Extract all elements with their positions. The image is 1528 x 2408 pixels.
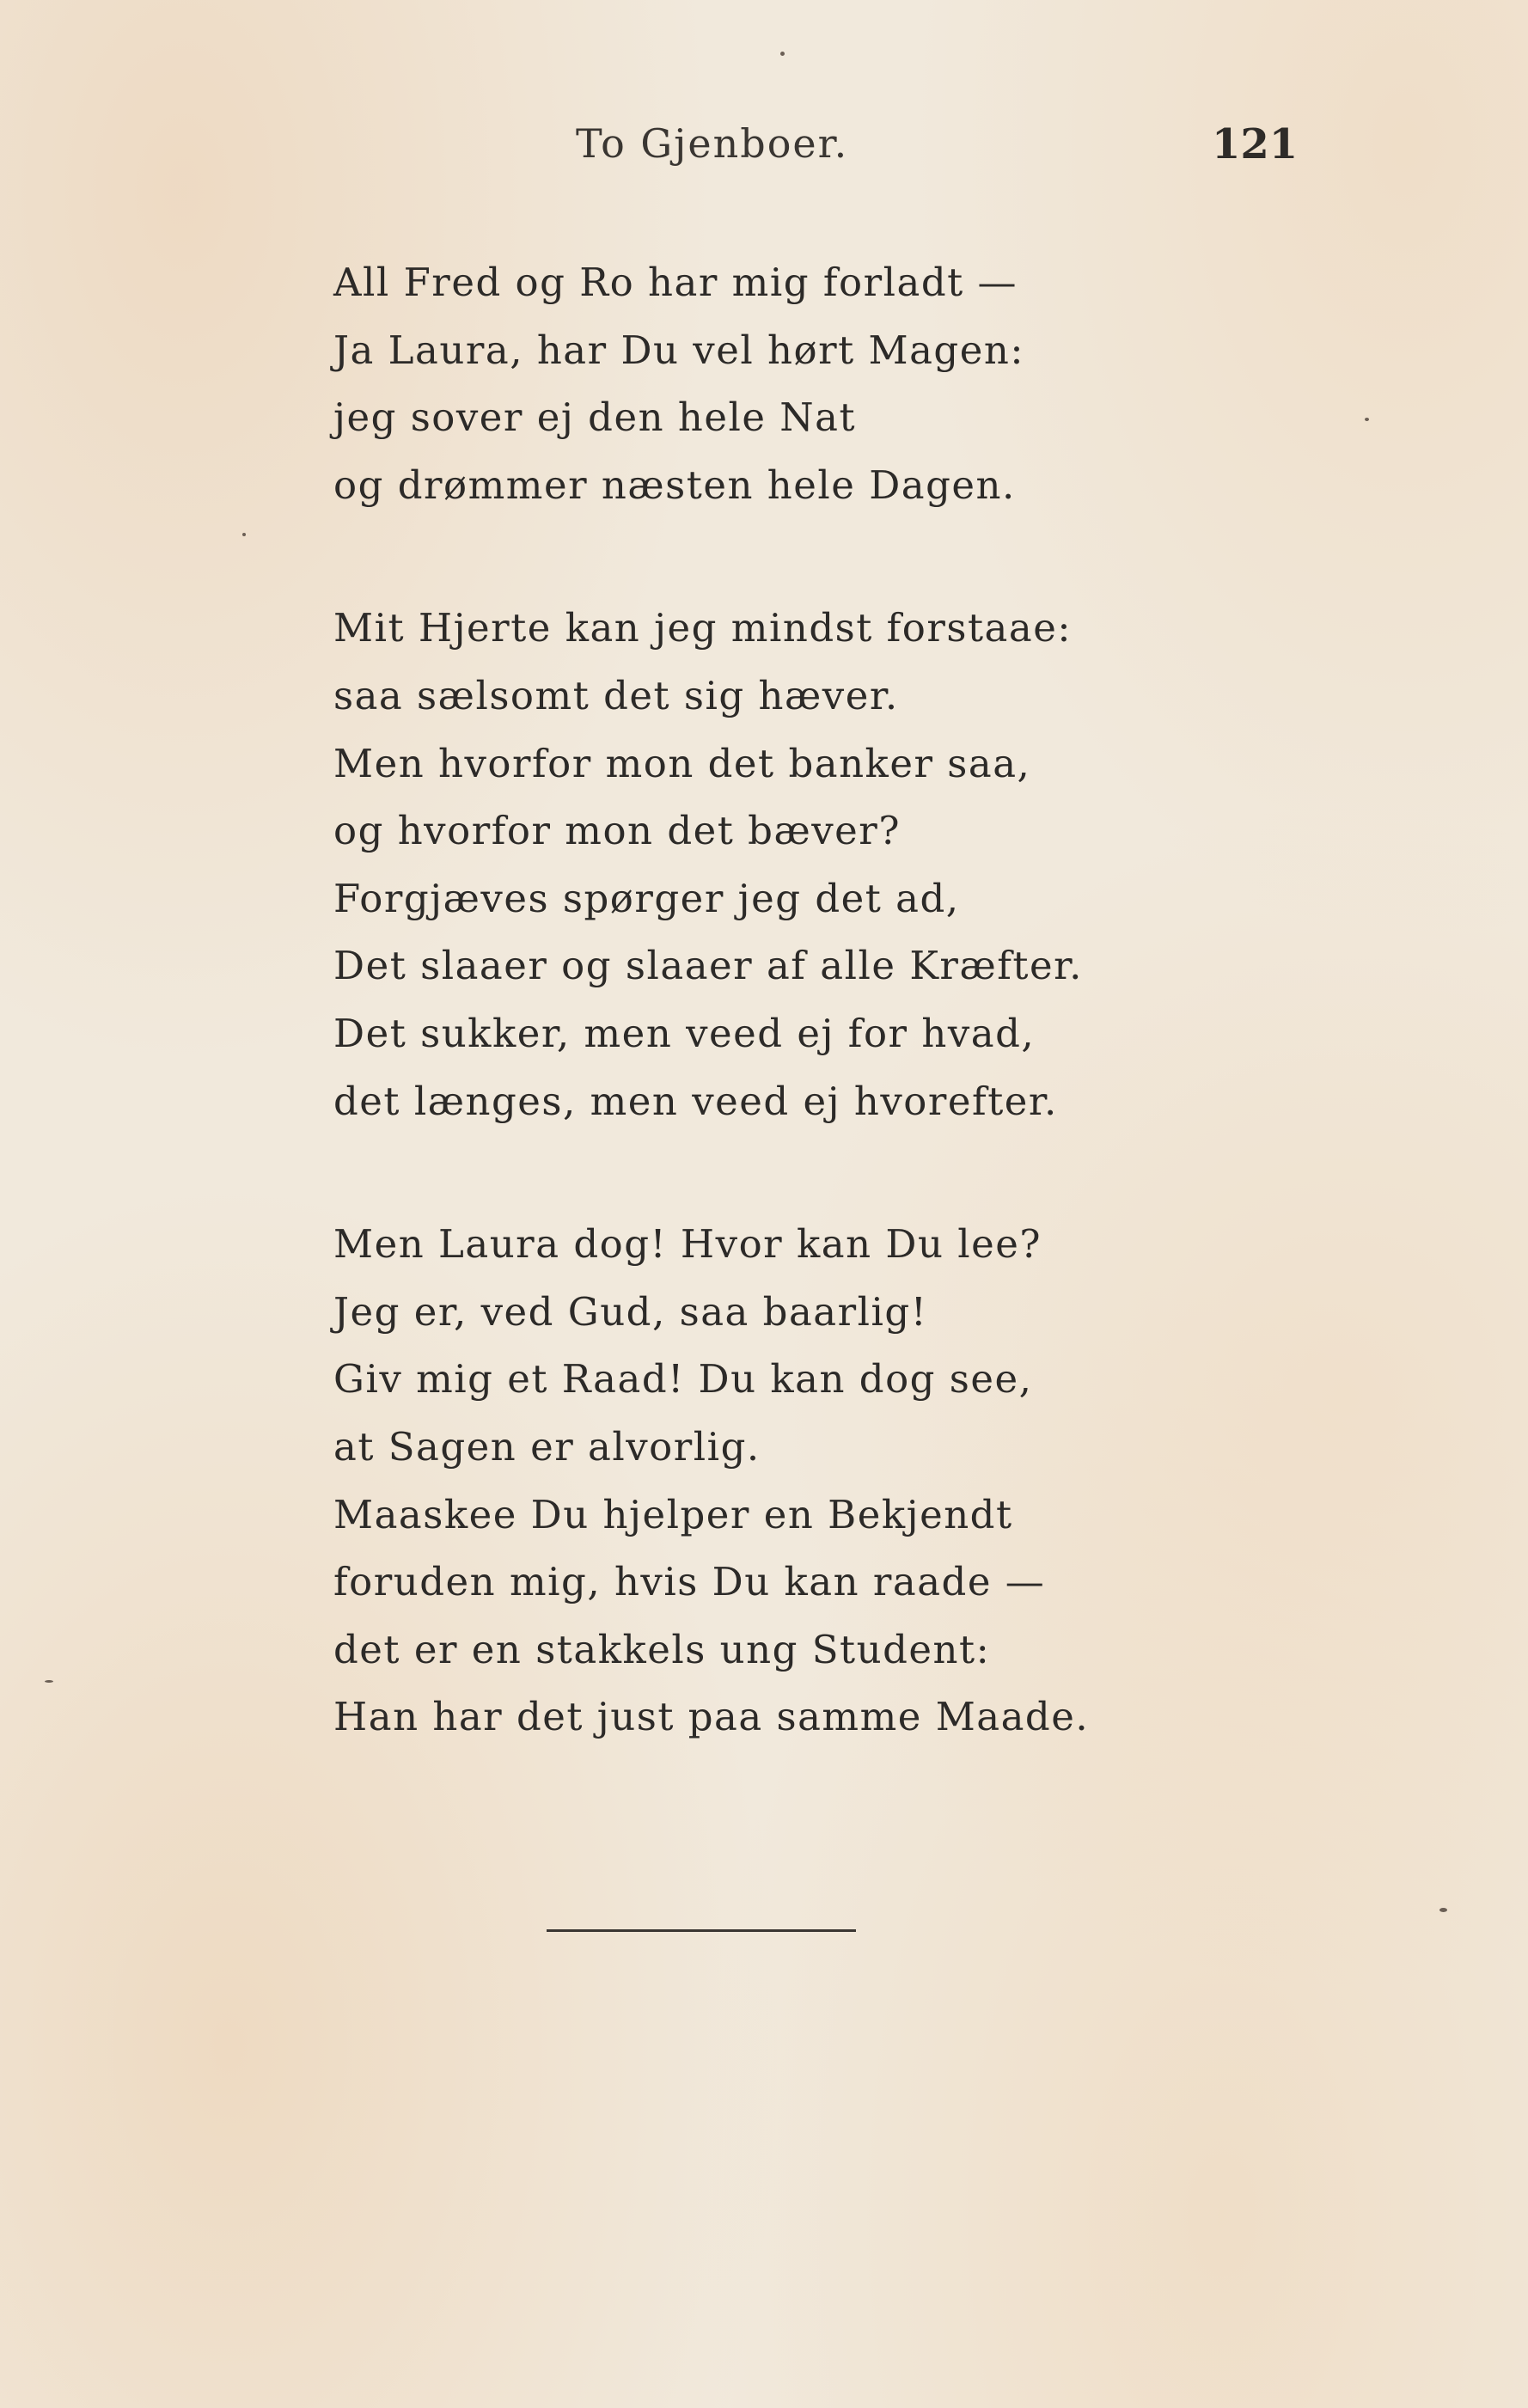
poem-line: Han har det just paa samme Maade. [333, 1694, 1090, 1740]
poem-line: Maaskee Du hjelper en Bekjendt [333, 1491, 1013, 1537]
poem-line: Det slaaer og slaaer af alle Kræfter. [333, 943, 1083, 989]
poem-line: Det sukker, men veed ej for hvad, [333, 1010, 1036, 1056]
paper-speck [780, 52, 785, 56]
poem-line: Ja Laura, har Du vel hørt Magen: [333, 327, 1025, 373]
paper-speck [1439, 1908, 1447, 1912]
poem-line: Men hvorfor mon det banker saa, [333, 740, 1031, 786]
poem-line: Giv mig et Raad! Du kan dog see, [333, 1356, 1033, 1403]
paper-speck [1365, 418, 1369, 421]
stanza-2 [333, 595, 1193, 1135]
poem-line: og hvorfor mon det bæver? [333, 808, 901, 854]
poem-line: All Fred og Ro har mig forladt — [333, 260, 1018, 305]
poem-line: og drømmer næsten hele Dagen. [333, 461, 1016, 508]
poem-line: foruden mig, hvis Du kan raade — [333, 1559, 1046, 1605]
poem-line: Forgjæves spørger jeg det ad, [333, 875, 960, 921]
poem-line: Men Laura dog! Hvor kan Du lee? [333, 1221, 1042, 1268]
poem-line: det er en stakkels ung Student: [333, 1626, 991, 1672]
end-rule-divider [547, 1929, 856, 1932]
paper-speck [242, 533, 246, 536]
poem-line: at Sagen er alvorlig. [333, 1423, 761, 1470]
poem [333, 249, 1193, 1827]
poem-line: Mit Hjerte kan jeg mindst forstaae: [333, 605, 1073, 651]
stanza-1 [333, 249, 1193, 519]
stanza-3 [333, 1211, 1193, 1751]
poem-line: saa sælsomt det sig hæver. [333, 672, 899, 718]
running-header [0, 120, 1528, 172]
paper-speck [45, 1680, 53, 1683]
poem-line: jeg sover ej den hele Nat [333, 394, 857, 441]
page-number: 121 [1212, 120, 1299, 168]
poem-line: det længes, men veed ej hvorefter. [333, 1078, 1058, 1124]
running-title: To Gjenboer. [576, 120, 849, 167]
poem-line: Jeg er, ved Gud, saa baarlig! [333, 1288, 928, 1335]
